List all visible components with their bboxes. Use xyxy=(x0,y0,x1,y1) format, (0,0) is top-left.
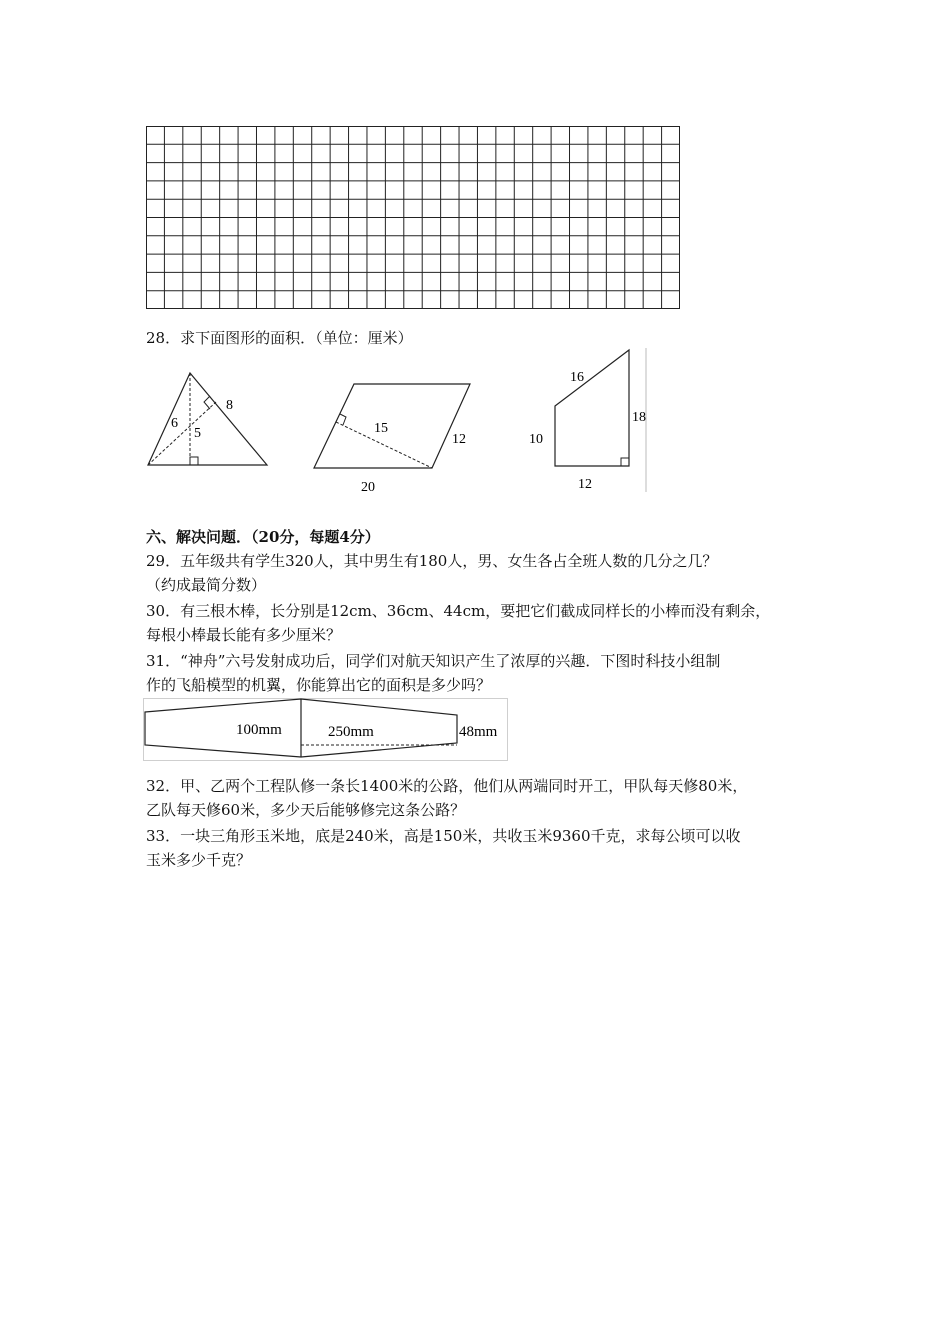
question-32-line2: 乙队每天修60米，多少天后能够修完这条公路？ xyxy=(146,801,466,819)
trapezoid-bottom-label: 12 xyxy=(578,477,592,492)
wing-width-label: 250mm xyxy=(328,724,374,740)
trapezoid-slant-label: 16 xyxy=(570,370,584,385)
trapezoid-right-label: 18 xyxy=(632,410,646,425)
wing-figure xyxy=(143,698,509,762)
wing-right-height-label: 48mm xyxy=(459,724,498,740)
question-31-line1: 31．“神舟”六号发射成功后，同学们对航天知识产生了浓厚的兴趣．下图时科技小组制 xyxy=(146,652,721,670)
square-grid xyxy=(146,126,680,309)
triangle-figure xyxy=(140,365,275,475)
trapezoid-figure xyxy=(525,346,655,496)
parallelogram-figure xyxy=(308,378,483,498)
question-28: 28．求下面图形的面积．（单位：厘米） xyxy=(146,329,413,347)
parallelogram-base-label: 20 xyxy=(361,480,375,495)
question-29-line1: 29．五年级共有学生320人，其中男生有180人，男、女生各占全班人数的几分之几？ xyxy=(146,552,718,570)
question-33-line1: 33．一块三角形玉米地，底是240米，高是150米，共收玉米9360千克，求每公顷可以收 xyxy=(146,827,741,845)
question-32-line1: 32．甲、乙两个工程队修一条长1400米的公路，他们从两端同时开工，甲队每天修80米， xyxy=(146,777,748,795)
triangle-side-label: 8 xyxy=(226,398,233,413)
question-31-line2: 作的飞船模型的机翼，你能算出它的面积是多少吗？ xyxy=(146,676,492,694)
section-heading: 六、解决问题．（20分，每题4分） xyxy=(146,528,380,546)
question-29-line2: （约成最简分数） xyxy=(146,576,267,594)
question-30-line2: 每根小棒最长能有多少厘米？ xyxy=(146,626,342,644)
question-30-line1: 30．有三根木棒，长分别是12cm、36cm、44cm，要把它们截成同样长的小棒而没有剩余， xyxy=(146,602,771,620)
triangle-altitude-b-label: 5 xyxy=(194,426,201,441)
parallelogram-side-label: 12 xyxy=(452,432,466,447)
trapezoid-left-label: 10 xyxy=(529,432,543,447)
question-33-line2: 玉米多少千克？ xyxy=(146,851,252,869)
wing-left-height-label: 100mm xyxy=(236,722,282,738)
triangle-altitude-a-label: 6 xyxy=(171,416,178,431)
parallelogram-height-label: 15 xyxy=(374,421,388,436)
